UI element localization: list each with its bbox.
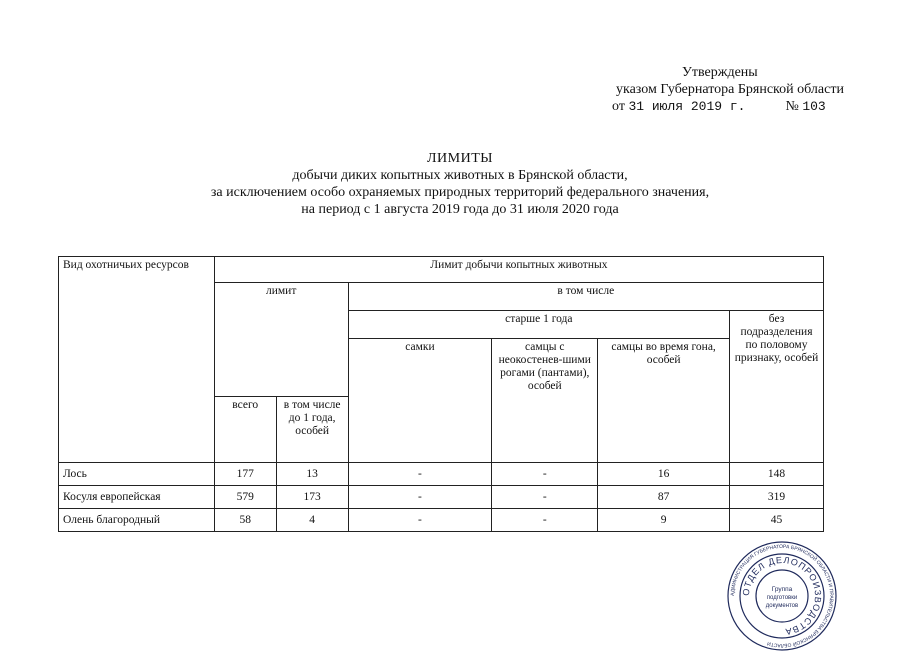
stamp-center-line-3: документов: [765, 603, 799, 609]
cell-no-sex: 319: [730, 486, 824, 509]
header-males-antlers: самцы с неокостенев-шими рогами (пантами), особей: [492, 339, 598, 463]
approval-date-line: [600, 98, 880, 115]
header-no-sex: без подразделения по половому признаку, особей: [730, 311, 824, 463]
cell-females: -: [348, 463, 492, 486]
cell-males-rut: 9: [598, 509, 730, 532]
cell-females: -: [348, 486, 492, 509]
limits-table: [58, 256, 824, 532]
cell-name: Олень благородный: [59, 509, 215, 532]
approval-decree: указом Губернатора Брянской области: [616, 82, 844, 97]
cell-total: 58: [214, 509, 276, 532]
header-females: самки: [348, 339, 492, 463]
cell-no-sex: 148: [730, 463, 824, 486]
approval-date-prefix: от: [612, 99, 625, 114]
header-including: в том числе: [348, 283, 823, 311]
cell-males-antlers: -: [492, 509, 598, 532]
office-stamp: [726, 540, 838, 652]
cell-under-1y: 13: [276, 463, 348, 486]
document-title: ЛИМИТЫ: [427, 151, 493, 166]
cell-females: -: [348, 509, 492, 532]
stamp-center-line-2: подготовки: [766, 595, 798, 601]
cell-males-rut: 87: [598, 486, 730, 509]
cell-under-1y: 173: [276, 486, 348, 509]
approval-block: [600, 64, 880, 115]
cell-males-rut: 16: [598, 463, 730, 486]
heading-line-2: за исключением особо охраняемых природных территорий федерального значения,: [210, 185, 710, 200]
table-row: [59, 463, 824, 486]
cell-name: Косуля европейская: [59, 486, 215, 509]
header-under-1y: в том числе до 1 года, особей: [276, 397, 348, 463]
cell-total: 177: [214, 463, 276, 486]
header-limit-group: Лимит добычи копытных животных: [214, 257, 823, 283]
heading-line-3: на период с 1 августа 2019 года до 31 июля 2020 года: [301, 202, 619, 217]
header-older-1y: старше 1 года: [348, 311, 729, 339]
cell-males-antlers: -: [492, 486, 598, 509]
document-heading: [120, 150, 800, 218]
header-limit: лимит: [214, 283, 348, 397]
header-row-1: [59, 257, 824, 283]
cell-no-sex: 45: [730, 509, 824, 532]
stamp-outer-text: АДМИНИСТРАЦИЯ ГУБЕРНАТОРА БРЯНСКОЙ ОБЛАСТИ И ПРАВИТЕЛЬСТВА БРЯНСКОЙ ОБЛАСТИ: [729, 543, 835, 649]
stamp-center-line-1: Группа: [771, 586, 793, 593]
approval-title: Утверждены: [682, 65, 758, 80]
approval-number-label: №: [785, 99, 799, 114]
table-row: [59, 486, 824, 509]
approval-number: 103: [802, 99, 826, 114]
heading-line-1: добычи диких копытных животных в Брянской области,: [292, 168, 628, 183]
cell-name: Лось: [59, 463, 215, 486]
header-males-rut: самцы во время гона, особей: [598, 339, 730, 463]
header-resource: Вид охотничьих ресурсов: [59, 257, 215, 463]
stamp-ring-text: ОТДЕЛ ДЕЛОПРОИЗВОДСТВА: [740, 554, 824, 637]
table-row: [59, 509, 824, 532]
cell-under-1y: 4: [276, 509, 348, 532]
header-total: всего: [214, 397, 276, 463]
approval-date: 31 июля 2019 г.: [628, 99, 746, 114]
cell-males-antlers: -: [492, 463, 598, 486]
cell-total: 579: [214, 486, 276, 509]
